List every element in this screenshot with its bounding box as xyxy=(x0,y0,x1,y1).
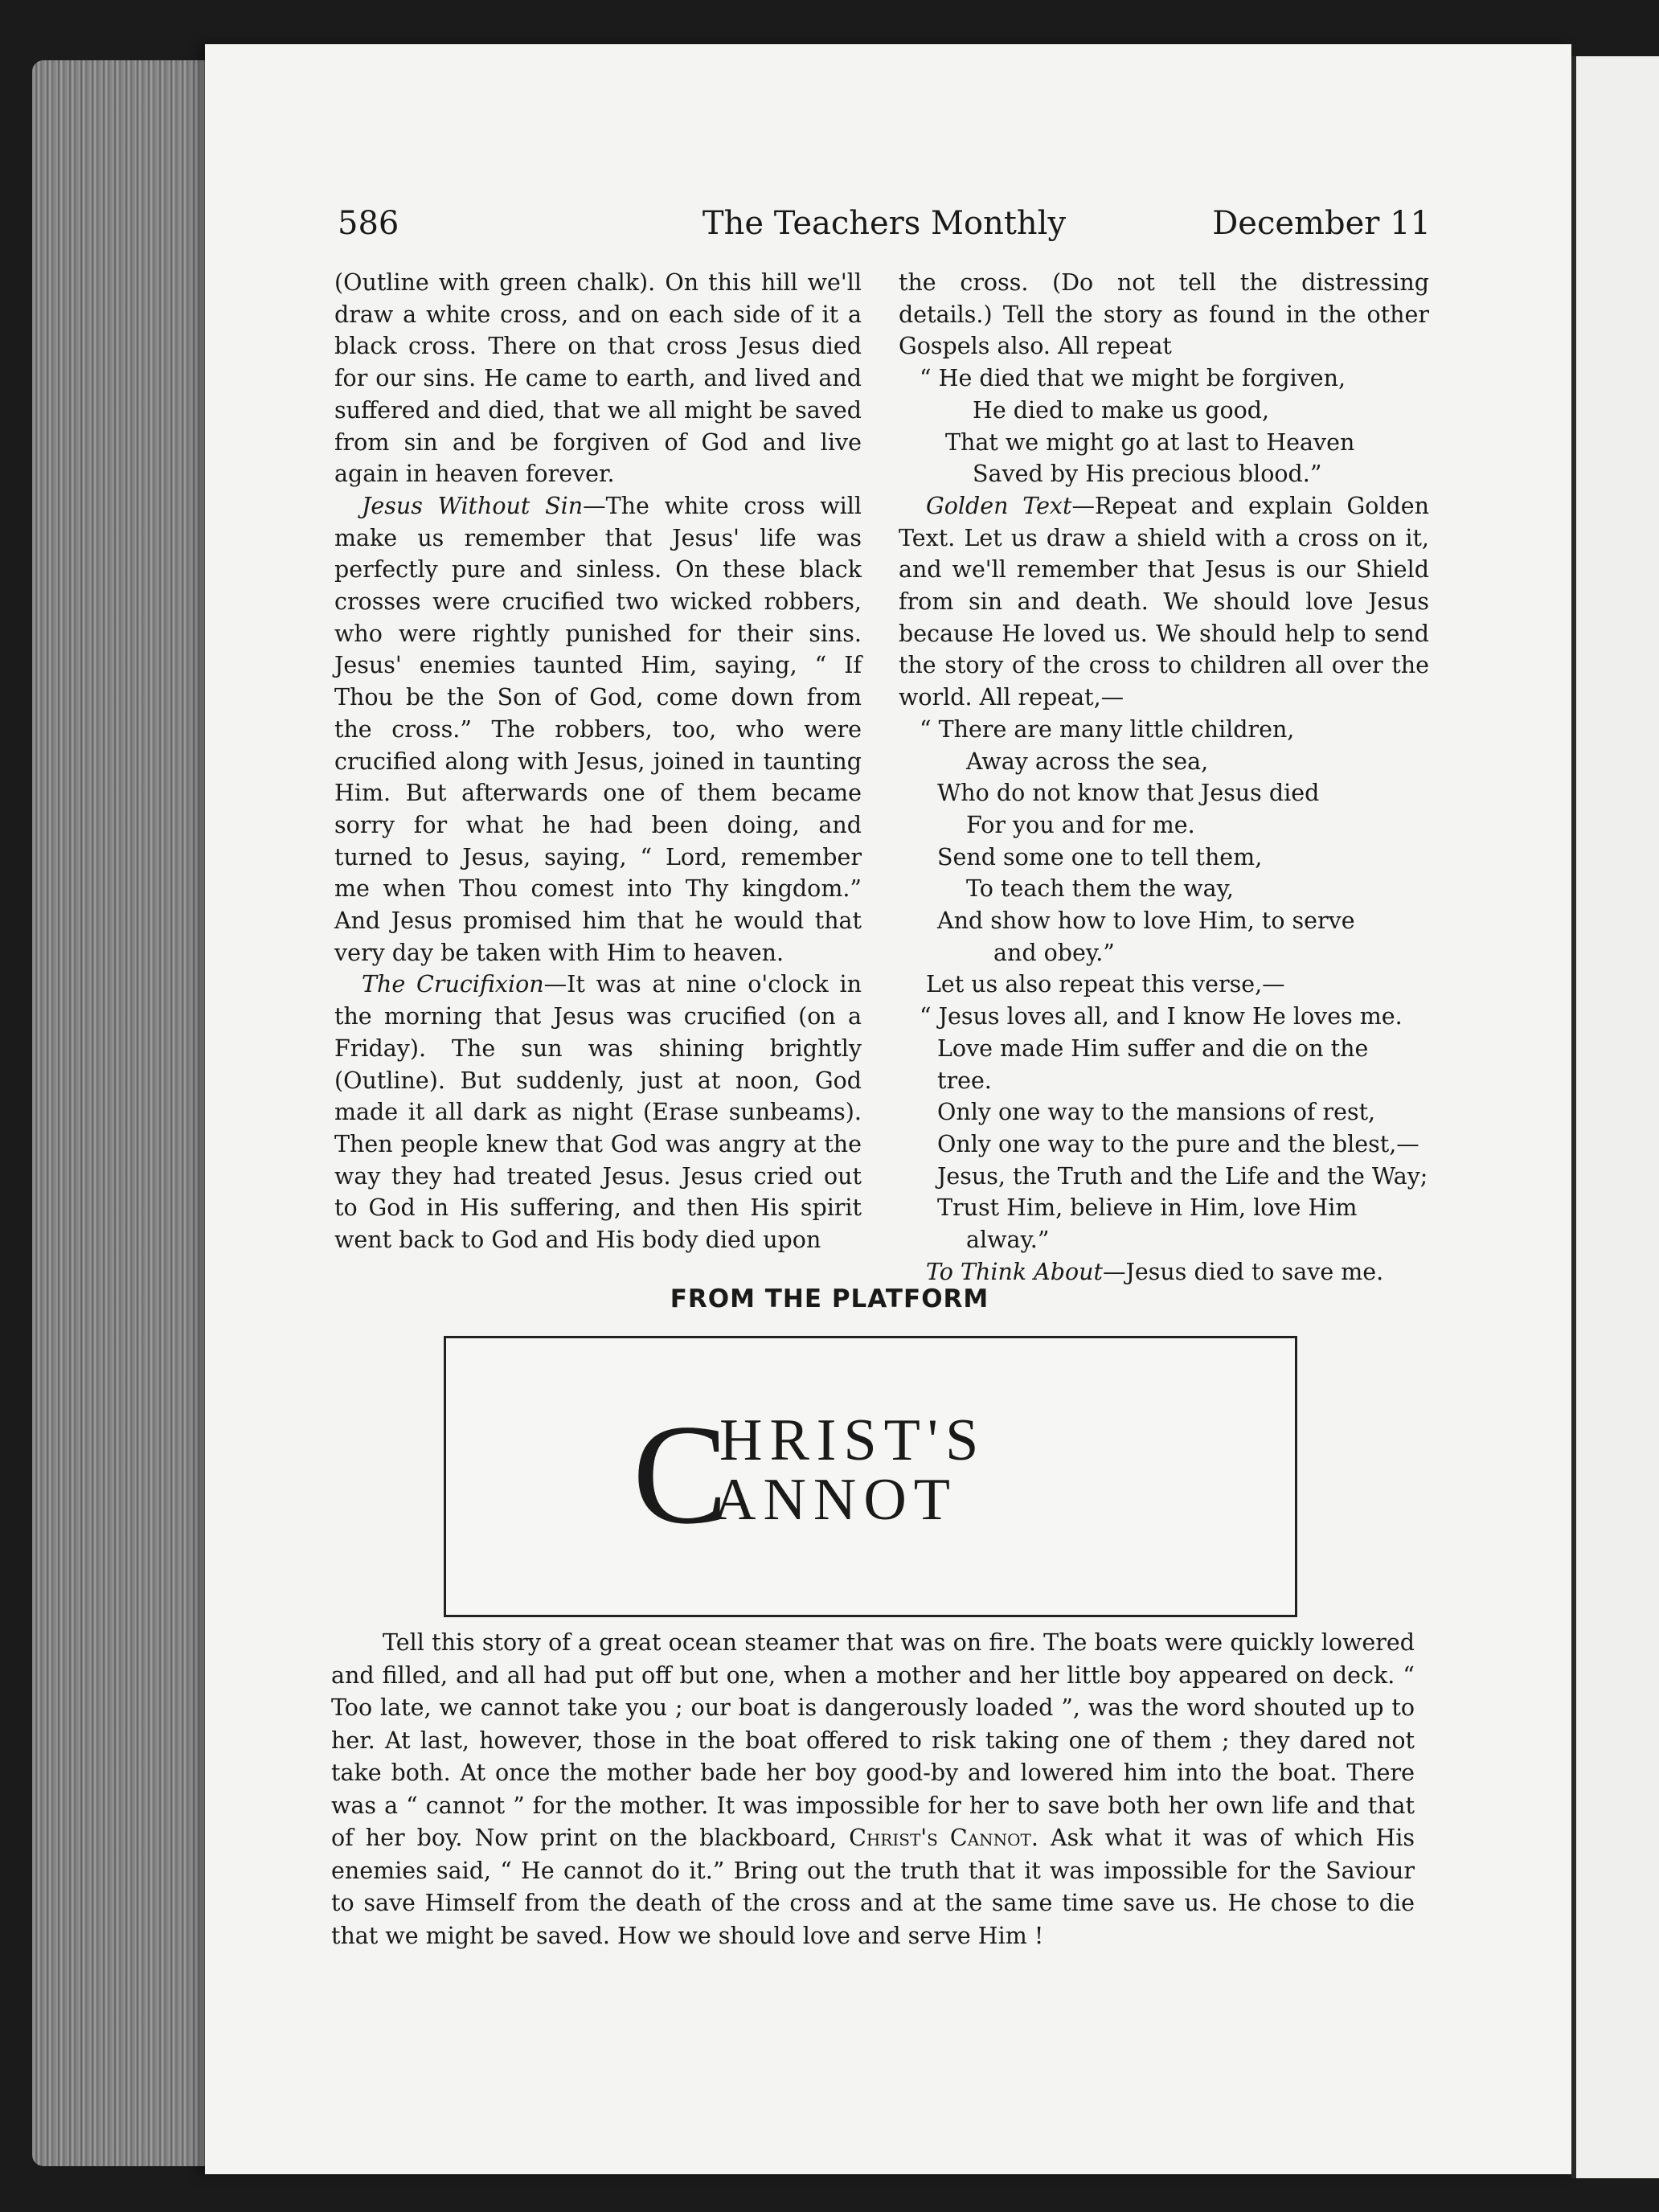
verse-line: Away across the sea, xyxy=(966,748,1209,775)
issue-date: December 11 xyxy=(1212,205,1431,242)
verse-line: Jesus, the Truth and the Life and the Way; xyxy=(937,1162,1428,1190)
right-paragraph-1: the cross. (Do not tell the distressing details.) Tell the story as found in the other Gospels also. All repeat xyxy=(899,269,1429,360)
blackboard-illustration xyxy=(444,1336,1297,1617)
verse-line: Saved by His precious blood.” xyxy=(973,461,1322,488)
verse-line: Only one way to the mansions of rest, xyxy=(937,1099,1376,1126)
right-paragraph-think-about: To Think About—Jesus died to save me. xyxy=(926,1258,1384,1285)
board-line-2: ANNOT xyxy=(713,1467,957,1533)
verse-forgiven xyxy=(899,363,1429,490)
left-paragraph-1: (Outline with green chalk). On this hill we'll draw a white cross, and on each side of it a black cross. There on that cross Jesus died for our sins. He came to earth, and lived and suffered and died, that we all might be saved from sin and be forgiven of God and live again in heaven forever. xyxy=(334,269,862,488)
adjacent-page-edge xyxy=(1571,56,1659,2178)
verse-line: And show how to love Him, to serve xyxy=(937,907,1355,935)
small-caps-title: Christ's Cannot xyxy=(849,1825,1031,1851)
board-initial-letter: C xyxy=(633,1395,728,1554)
section-label-golden-text: Golden Text xyxy=(926,492,1072,519)
right-paragraph-repeat: Let us also repeat this verse,— xyxy=(926,971,1285,998)
publication-title: The Teachers Monthly xyxy=(702,205,1067,242)
page-number: 586 xyxy=(338,205,399,242)
verse-line: That we might go at last to Heaven xyxy=(945,428,1355,456)
verse-line: “ Jesus loves all, and I know He loves me. xyxy=(920,1003,1403,1030)
verse-jesus-loves-all xyxy=(899,1001,1429,1256)
verse-line: Only one way to the pure and the blest,— xyxy=(937,1130,1419,1157)
verse-line: Love made Him suffer and die on the tree. xyxy=(937,1034,1369,1094)
left-paragraph-3: The Crucifixion—It was at nine o'clock in the morning that Jesus was crucified (on a Friday). The sun was shining brightly (Outline). But suddenly, just at noon, God made it all dark as night (Erase sunbeams). Then people knew that God was angry at the way they had treated Jesus. Jesus cried out to God in His suffering, and then His spirit went back to God and His body died upon xyxy=(334,971,862,1254)
platform-story xyxy=(331,1627,1415,1952)
story-paragraph: Tell this story of a great ocean steamer that was on fire. The boats were quickly lowered and filled, and all had put off but one, when a mother and her little boy appeared on deck. “ Too late, we cannot take you ; our boat is dangerously loaded ”, was the word shouted up to her. At last, however, those in the boat offered to risk taking one of them ; they dared not take both. At once the mother bade her boy good-by and lowered him into the boat. There was a “ cannot ” for the mother. It was impossible for her to save both her own life and that of her boy. Now print on the blackboard, Christ's Cannot. Ask what it was of which His enemies said, “ He cannot do it.” Bring out the truth that it was impossible for the Saviour to save Himself from the death of the cross and at the same time save us. He chose to die that we might be saved. How we should love and serve Him ! xyxy=(331,1629,1415,1949)
left-paragraph-2: Jesus Without Sin—The white cross will make us remember that Jesus' life was perfectly pure and sinless. On these black crosses were crucified two wicked robbers, who were rightly punished for their sins. Jesus' enemies taunted Him, saying, “ If Thou be the Son of God, come down from the cross.” The robbers, too, who were crucified along with Jesus, joined in taunting Him. But afterwards one of them became sorry for what he had been doing, and turned to Jesus, saying, “ Lord, remember me when Thou comest into Thy kingdom.” And Jesus promised him that he would that very day be taken with Him to heaven. xyxy=(334,492,862,966)
verse-line: Trust Him, believe in Him, love Him xyxy=(937,1194,1358,1222)
verse-line: For you and for me. xyxy=(966,811,1195,838)
right-paragraph-golden-text: Golden Text—Repeat and explain Golden Text. Let us draw a shield with a cross on it, and we'll remember that Jesus is our Shield from sin and death. We should love Jesus because He loved us. We should help to send the story of the cross to children all over the world. All repeat,— xyxy=(899,492,1429,711)
verse-line: He died to make us good, xyxy=(973,396,1270,424)
verse-line: “ There are many little children, xyxy=(920,715,1295,743)
verse-line: and obey.” xyxy=(993,939,1115,966)
right-column xyxy=(899,267,1429,1288)
verse-line: To teach them the way, xyxy=(966,875,1234,903)
verse-line: Who do not know that Jesus died xyxy=(937,780,1320,807)
platform-heading: FROM THE PLATFORM xyxy=(670,1284,989,1313)
section-label-jesus-without-sin: Jesus Without Sin xyxy=(362,492,584,519)
running-head xyxy=(338,205,1431,245)
left-column xyxy=(334,267,862,1256)
verse-line: “ He died that we might be forgiven, xyxy=(920,365,1346,392)
verse-little-children xyxy=(899,714,1429,969)
section-label-to-think-about: To Think About xyxy=(926,1258,1103,1285)
board-lettering xyxy=(633,1395,1147,1554)
section-label-crucifixion: The Crucifixion xyxy=(362,971,544,998)
verse-line: alway.” xyxy=(966,1227,1050,1254)
book-page-stack xyxy=(32,60,217,2166)
verse-line: Send some one to tell them, xyxy=(937,843,1263,870)
board-line-1: HRIST'S xyxy=(719,1407,986,1473)
